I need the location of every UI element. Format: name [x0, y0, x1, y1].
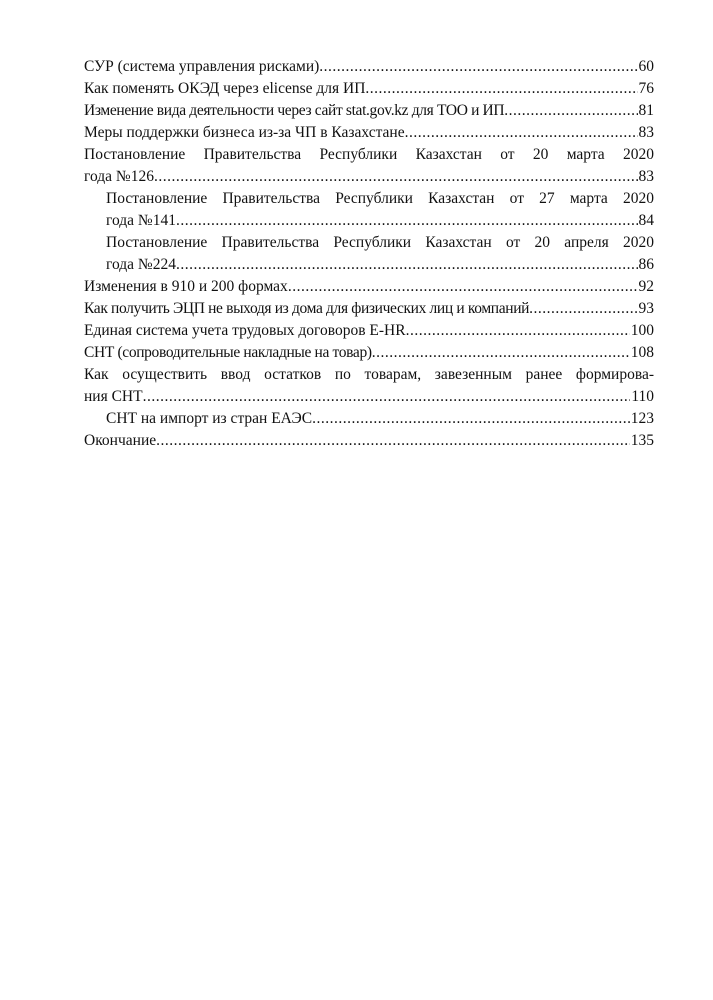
toc-entry-title: СНТ на импорт из стран ЕАЭС — [106, 410, 313, 427]
toc-entry-title: СУР (система управления рисками) — [84, 58, 320, 75]
toc-leader-dots — [312, 408, 630, 430]
toc-leader-dots — [406, 320, 630, 342]
toc-entry-title: ния СНТ — [84, 388, 143, 405]
toc-entry-title: года №126 — [84, 168, 154, 185]
toc-entry-ending[interactable] — [84, 430, 654, 452]
toc-page-number: 123 — [630, 410, 654, 427]
toc-entry-title: Как получить ЭЦП не выходя из дома для физических лиц и компаний — [84, 300, 530, 317]
toc-leader-dots — [143, 386, 631, 408]
toc-page-number: 76 — [638, 80, 654, 97]
toc-entry-title: Единая система учета трудовых договоров E-HR — [84, 322, 406, 339]
toc-leader-dots — [372, 342, 630, 364]
toc-leader-dots — [504, 100, 637, 122]
toc-entry-snt-import-eaes[interactable] — [84, 408, 654, 430]
toc-leader-dots — [288, 276, 638, 298]
toc-entry-title: СНТ (сопроводительные накладные на товар) — [84, 344, 372, 361]
toc-page-number: 83 — [638, 168, 654, 185]
toc-leader-dots — [365, 78, 637, 100]
toc-entry-title: Окончание — [84, 432, 157, 449]
toc-page-number: 81 — [638, 102, 654, 119]
toc-page-number: 135 — [630, 432, 654, 449]
toc-leader-dots — [154, 166, 638, 188]
toc-entry-title: Изменение вида деятельности через сайт stat.gov.kz для ТОО и ИП — [84, 102, 505, 119]
toc-page-number: 60 — [638, 58, 654, 75]
toc-page-number: 83 — [638, 124, 654, 141]
toc-entry-e-hr[interactable] — [84, 320, 654, 342]
toc-entry-first-line: Постановление Правительства Республики Казахстан от 20 апреля 2020 — [106, 234, 654, 251]
toc-entry-title: года №224 — [106, 256, 176, 273]
toc-entry-ecp[interactable] — [84, 298, 654, 320]
toc-entry-forms-910-200[interactable] — [84, 276, 654, 298]
toc-entry-stat-gov[interactable] — [84, 100, 654, 122]
toc-leader-dots — [529, 298, 637, 320]
toc-entry-resolution-141[interactable] — [84, 188, 654, 232]
toc-entry-support-measures[interactable] — [84, 122, 654, 144]
toc-page-number: 110 — [631, 388, 654, 405]
toc-leader-dots — [156, 430, 630, 452]
toc-entry-title: Изменения в 910 и 200 формах — [84, 278, 288, 295]
toc-entry-snt[interactable] — [84, 342, 654, 364]
toc-entry-stock-balances[interactable] — [84, 364, 654, 408]
toc-page-number: 92 — [638, 278, 654, 295]
toc-entry-first-line: Постановление Правительства Республики Казахстан от 20 марта 2020 — [84, 146, 654, 163]
toc-page-number: 84 — [638, 212, 654, 229]
toc-page-number: 108 — [630, 344, 654, 361]
toc-entry-resolution-224[interactable] — [84, 232, 654, 276]
toc-entry-title: Как поменять ОКЭД через elicense для ИП — [84, 80, 366, 97]
toc-entry-sur[interactable] — [84, 56, 654, 78]
toc-leader-dots — [405, 122, 638, 144]
toc-entry-first-line: Постановление Правительства Республики Казахстан от 27 марта 2020 — [106, 190, 654, 207]
table-of-contents — [84, 56, 654, 452]
toc-entry-oked-elicense[interactable] — [84, 78, 654, 100]
toc-entry-resolution-126[interactable] — [84, 144, 654, 188]
toc-entry-title: Меры поддержки бизнеса из-за ЧП в Казахстане — [84, 124, 405, 141]
toc-leader-dots — [176, 254, 638, 276]
toc-entry-first-line: Как осуществить ввод остатков по товарам, завезенным ранее формирова- — [84, 366, 654, 383]
toc-leader-dots — [176, 210, 638, 232]
toc-page-number: 100 — [630, 322, 654, 339]
toc-page-number: 93 — [638, 300, 654, 317]
toc-entry-title: года №141 — [106, 212, 176, 229]
toc-leader-dots — [319, 56, 637, 78]
toc-page-number: 86 — [638, 256, 654, 273]
